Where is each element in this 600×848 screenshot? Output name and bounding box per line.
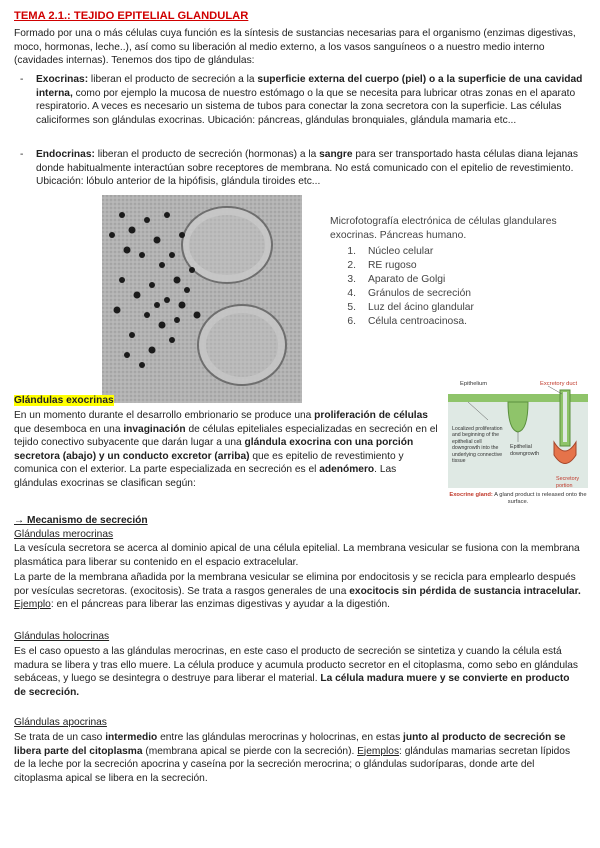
ge-bold: proliferación de células — [314, 410, 428, 421]
endocrinas-text: liberan el producto de secreción (hormonas) a la — [94, 149, 320, 160]
apocrinas-bold-2: junto al producto de secreción se libera parte del citoplasma — [14, 732, 566, 757]
legend-text: RE rugoso — [368, 260, 417, 271]
ge-bold-4: adenómero — [319, 464, 375, 476]
electron-micrograph-image — [102, 195, 302, 403]
exocrinas-bold: superficie externa del cuerpo (piel) o a la superficie de una cavidad interna, — [36, 74, 583, 99]
legend-item — [330, 273, 590, 287]
exocrinas-text: liberan el producto de secreción a la — [88, 74, 258, 85]
legend-item — [330, 287, 590, 301]
exocrinas-text-2: como por ejemplo la mucosa de nuestro estómago o la que se necesita para lubricar otras zonas en el aparato respiratorio. A veces es necesario un sistema de tubos para conectar la zona secretora con la superficie. Las células caliciformes son glándulas exocrinas. Ubicación: páncreas, glándulas bronquiales, glándula mamaria etc... — [36, 87, 576, 126]
ge-text: En un momento durante el desarrollo embrionario se produce una — [14, 410, 315, 421]
legend-number: 4. — [347, 288, 356, 299]
apocrinas-heading: Glándulas apocrinas — [14, 717, 107, 728]
legend-number: 1. — [347, 246, 356, 257]
micrograph-svg — [102, 195, 302, 403]
merocrinas-paragraph-1: La vesícula secretora se acerca al dominio apical de una célula epitelial. La membrana vesicular se fusiona con la membrana plasmática para liberar su contenido en el espacio extracelular. — [14, 543, 580, 568]
label-localized-proliferation: Localized proliferation and beginning of the epithelial cell downgrowth into the underlying connective tissue — [452, 426, 503, 465]
endocrinas-label: Endocrinas: — [36, 149, 95, 160]
merocrinas-paragraph-2 — [14, 571, 584, 612]
legend-text: Gránulos de secreción — [368, 288, 472, 299]
ge-bold-3: glándula exocrina con una porción secretora (abajo) y un conducto excretor (arriba) — [14, 437, 414, 462]
legend-number: 3. — [347, 274, 356, 285]
apocrinas-text-2: entre las glándulas merocrinas y holocrinas, en estas — [157, 732, 404, 743]
bullet-dash: - — [20, 149, 24, 160]
apocrinas-paragraph — [14, 731, 584, 785]
ge-text-2: que desemboca en una — [14, 423, 124, 435]
legend-number: 6. — [347, 316, 356, 327]
label-secretory-portion: Secretory portion — [556, 476, 580, 489]
legend-text: Aparato de Golgi — [368, 274, 446, 285]
glandulas-exocrinas-paragraph — [14, 409, 440, 491]
merocrinas-bold: exocitocis sin pérdida de sustancia intracelular. — [349, 585, 581, 597]
apocrinas-text-4: : glándulas mamarias secretan lípidos de la leche por la secreción apocrina y caseína por la secreción merocrina; o glándulas sudoríparas, donde arte del citoplasma apical se libera en la secreción. — [14, 745, 571, 784]
holocrinas-heading: Glándulas holocrinas — [14, 631, 110, 642]
holocrinas-text: Es el caso opuesto a las glándulas merocrinas, en este caso el producto de secreción se sintetiza y cuando la célula está madura se libera y tras ello muere. La célula produce y acumula producto secretor en el citoplasma, como sebo en glándulas sebáceas, y luego se desintegra o destruye para liberar el material. — [14, 646, 579, 685]
merocrinas-text-2: : en el páncreas para liberar las enzimas digestivas y ayudar a la digestión. — [50, 599, 391, 611]
bullet-dash: - — [20, 74, 24, 85]
merocrinas-example-label: Ejemplo — [14, 599, 51, 611]
legend-item — [330, 259, 590, 273]
section-heading-glandulas-exocrinas — [14, 394, 114, 408]
gland-caption-bold: Exocrine gland: — [449, 492, 493, 498]
legend-text: Núcleo celular — [368, 246, 434, 257]
legend-text: Luz del ácino glandular — [368, 302, 474, 313]
legend-item — [330, 301, 590, 315]
gland-caption-text: A gland product is released onto the surface. — [492, 492, 587, 505]
legend-text: Célula centroacinosa. — [368, 316, 468, 327]
label-epithelial-downgrowth: Epithelial downgrowth — [510, 444, 540, 457]
legend-item — [330, 245, 590, 259]
micrograph-caption: Microfotografía electrónica de células glandulares exocrinas. Páncreas humano. — [330, 216, 557, 241]
apocrinas-bold: intermedio — [105, 732, 158, 743]
micrograph-legend — [330, 215, 590, 329]
ge-text-4: que es epitelio de revestimiento y comunica con el exterior. La parte especializada en secreción es el — [14, 450, 404, 476]
mecanismo-heading: → Mecanismo de secreción — [14, 515, 148, 526]
highlighted-heading: Glándulas exocrinas — [14, 395, 114, 406]
apocrinas-text-3: (membrana apical se pierde con la secreción). — [142, 745, 358, 757]
apocrinas-text: Se trata de un caso — [14, 732, 106, 743]
intro-paragraph: Formado por una o más células cuya función es la síntesis de sustancias necesarias para el organismo (enzimas digestivas, moco, hormonas, leche..), así como su liberación al medio externo, a los vasos sanguíneos o a nuestro medio interno (cavidades internas). Tenemos dos tipo de glándulas: — [14, 28, 576, 67]
endocrinas-bold: sangre — [319, 149, 353, 160]
ge-text-5: . Las glándulas exocrinas se clasifican según: — [14, 464, 397, 489]
bullet-endocrinas — [20, 148, 584, 189]
legend-item — [330, 315, 590, 329]
legend-number: 5. — [347, 302, 356, 313]
bullet-exocrinas — [20, 73, 584, 127]
gland-caption — [448, 492, 588, 506]
holocrinas-paragraph — [14, 645, 584, 699]
legend-number: 2. — [347, 260, 356, 271]
ge-text-3: de células epiteliales especializadas en secreción en el tejido conectivo subyacente que darán lugar a una — [14, 423, 438, 449]
label-epithelium: Epithelium — [460, 381, 488, 387]
merocrinas-heading: Glándulas merocrinas — [14, 529, 114, 540]
exocrine-gland-diagram — [448, 380, 588, 510]
ge-bold-2: invaginación — [123, 423, 186, 435]
merocrinas-text: La parte de la membrana añadida por la membrana vesicular se elimina por endocitosis y se recicla para emplearlo después por vesículas secretoras. (exocitosis). Se trata a rasgos generales de una — [14, 572, 576, 597]
holocrinas-bold: La célula madura muere y se convierte en producto de secreción. — [14, 673, 570, 698]
label-excretory-duct: Excretory duct — [540, 381, 578, 387]
exocrinas-label: Exocrinas: — [36, 74, 89, 85]
apocrinas-example-label: Ejemplos — [357, 745, 400, 757]
page-title: TEMA 2.1.: TEJIDO EPITELIAL GLANDULAR — [14, 10, 249, 22]
endocrinas-text-2: para ser transportado hasta células diana lejanas donde habitualmente interactúan sobre receptores de membrana. No está comunicado con el epitelio de revestimiento. Ubicación: lóbulo anterior de la hipófisis, glándula tiroides etc... — [36, 149, 578, 188]
